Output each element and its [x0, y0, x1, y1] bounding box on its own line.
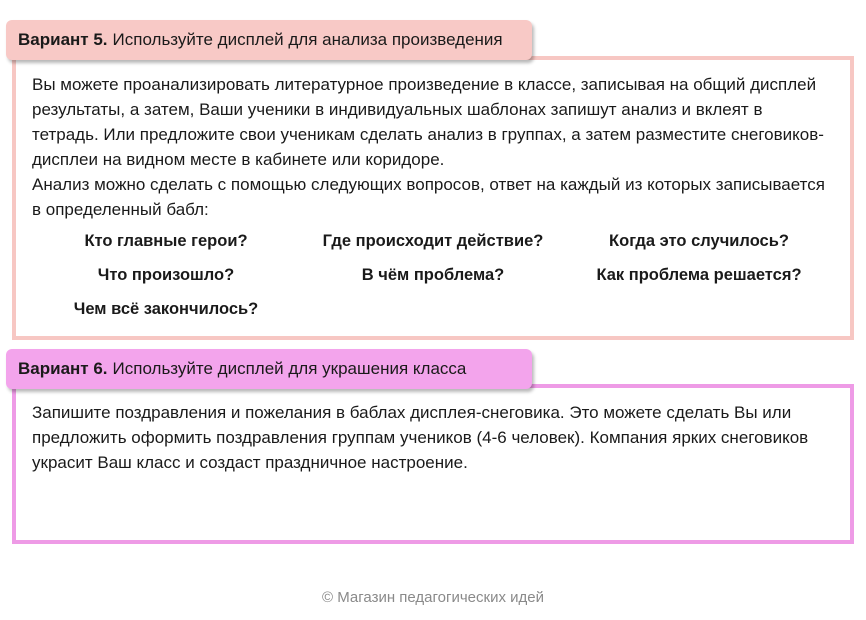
- question-problem: В чём проблема?: [361, 266, 505, 284]
- question-ending: Чем всё закончилось?: [73, 300, 259, 318]
- question-main-characters: Кто главные герои?: [84, 232, 248, 250]
- variant-5-panel: [12, 56, 854, 340]
- question-when: Когда это случилось?: [609, 232, 789, 250]
- variant-6-tab: [6, 349, 532, 389]
- variant-5-paragraph-2: Анализ можно сделать с помощью следующих вопросов, ответ на каждый из которых записывается в определенный бабл:: [32, 175, 825, 219]
- copyright-footer: © Магазин педагогических идей: [322, 589, 544, 606]
- variant-6-number: Вариант 6.: [18, 359, 108, 378]
- variant-6-panel: [12, 384, 854, 544]
- variant-5-paragraph-1: Вы можете проанализировать литературное произведение в классе, записывая на общий дисплей результаты, а затем, Ваши ученики в индивидуальных шаблонах запишут анализ и вклеят в тетрадь. Или предложите свои ученикам сделать анализ в группах, а затем разместите снеговиков-дисплеи на видном месте в кабинете или коридоре.: [32, 75, 824, 169]
- variant-5-title: Используйте дисплей для анализа произведения: [112, 30, 503, 49]
- question-solution: Как проблема решается?: [596, 266, 802, 284]
- question-what-happened: Что произошло?: [97, 266, 235, 284]
- variant-5-tab: [6, 20, 532, 60]
- question-setting: Где происходит действие?: [322, 232, 544, 250]
- variant-6-paragraph: Запишите поздравления и пожелания в баблах дисплея-снеговика. Это можете сделать Вы или предложить оформить поздравления группам учеников (4-6 человек). Компания ярких снеговиков украсит Ваш класс и создаст праздничное настроение.: [32, 403, 809, 472]
- variant-5-body: [32, 72, 826, 222]
- variant-5-number: Вариант 5.: [18, 30, 108, 49]
- variant-6-body: [32, 400, 826, 475]
- variant-6-title: Используйте дисплей для украшения класса: [112, 359, 467, 378]
